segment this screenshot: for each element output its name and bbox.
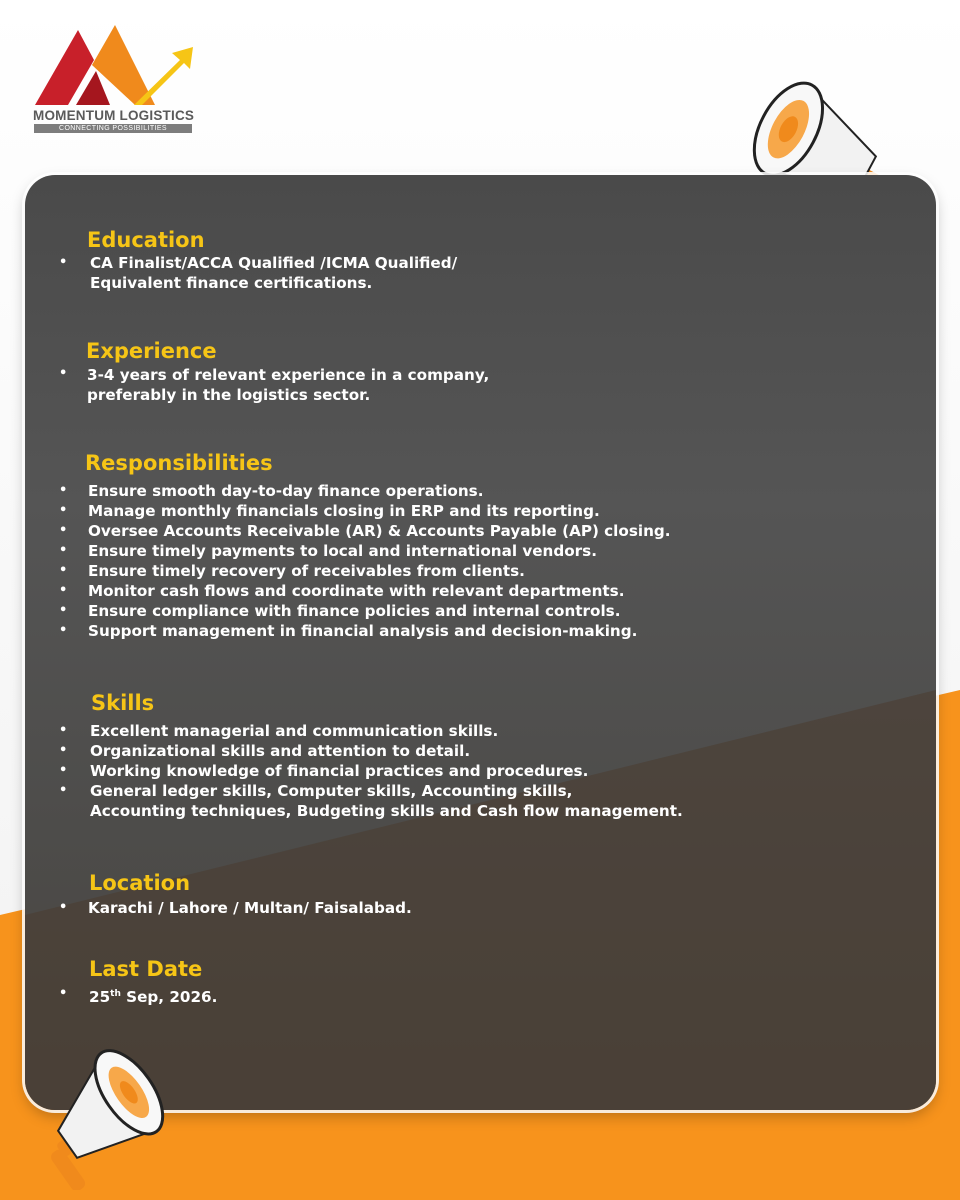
location-item: Karachi / Lahore / Multan/ Faisalabad. xyxy=(88,899,412,917)
location-heading: Location xyxy=(89,871,191,895)
last-date-suffix: th xyxy=(110,989,121,999)
bullet: • xyxy=(59,255,68,270)
bullet: • xyxy=(59,563,68,578)
last-date-day: 25 xyxy=(89,988,111,1007)
responsibility-item: Monitor cash flows and coordinate with relevant departments. xyxy=(88,582,625,600)
responsibility-item: Oversee Accounts Receivable (AR) & Accounts Payable (AP) closing. xyxy=(88,522,671,540)
bullet: • xyxy=(59,763,68,778)
experience-item: 3-4 years of relevant experience in a company, xyxy=(87,366,490,384)
bullet: • xyxy=(59,783,68,798)
skills-item: Working knowledge of financial practices and procedures. xyxy=(90,762,589,780)
bullet: • xyxy=(59,366,68,381)
responsibilities-heading: Responsibilities xyxy=(85,451,273,475)
skills-item: Organizational skills and attention to detail. xyxy=(90,742,471,760)
experience-heading: Experience xyxy=(86,339,217,363)
card-content xyxy=(25,175,936,1110)
last-date-item xyxy=(89,984,217,1007)
responsibility-item: Ensure compliance with finance policies and internal controls. xyxy=(88,602,621,620)
responsibility-item: Ensure timely recovery of receivables from clients. xyxy=(88,562,525,580)
skills-item: General ledger skills, Computer skills, Accounting skills, xyxy=(90,782,573,800)
brand-tagline: CONNECTING POSSIBILITIES xyxy=(34,124,192,133)
experience-item: preferably in the logistics sector. xyxy=(87,386,371,404)
skills-item: Accounting techniques, Budgeting skills and Cash flow management. xyxy=(90,802,683,820)
skills-item: Excellent managerial and communication skills. xyxy=(90,722,499,740)
bullet: • xyxy=(59,543,68,558)
bullet: • xyxy=(59,986,68,1001)
last-date-rest: Sep, 2026. xyxy=(120,988,218,1007)
responsibility-item: Support management in financial analysis and decision-making. xyxy=(88,622,638,640)
bullet: • xyxy=(59,603,68,618)
brand-name: MOMENTUM LOGISTICS xyxy=(33,108,195,123)
megaphone-icon xyxy=(10,1020,180,1190)
last-date-heading: Last Date xyxy=(89,957,203,981)
bullet: • xyxy=(59,583,68,598)
responsibility-item: Manage monthly financials closing in ERP and its reporting. xyxy=(88,502,600,520)
skills-heading: Skills xyxy=(91,691,155,715)
bullet: • xyxy=(59,623,68,638)
education-item: Equivalent finance certifications. xyxy=(90,274,373,292)
bullet: • xyxy=(59,483,68,498)
job-details-card xyxy=(25,175,936,1110)
education-heading: Education xyxy=(87,228,205,252)
bullet: • xyxy=(59,743,68,758)
bullet: • xyxy=(59,503,68,518)
bullet: • xyxy=(59,900,68,915)
bullet: • xyxy=(59,523,68,538)
responsibility-item: Ensure smooth day-to-day finance operations. xyxy=(88,482,484,500)
education-item: CA Finalist/ACCA Qualified /ICMA Qualified/ xyxy=(90,254,458,272)
bullet: • xyxy=(59,723,68,738)
responsibility-item: Ensure timely payments to local and international vendors. xyxy=(88,542,597,560)
